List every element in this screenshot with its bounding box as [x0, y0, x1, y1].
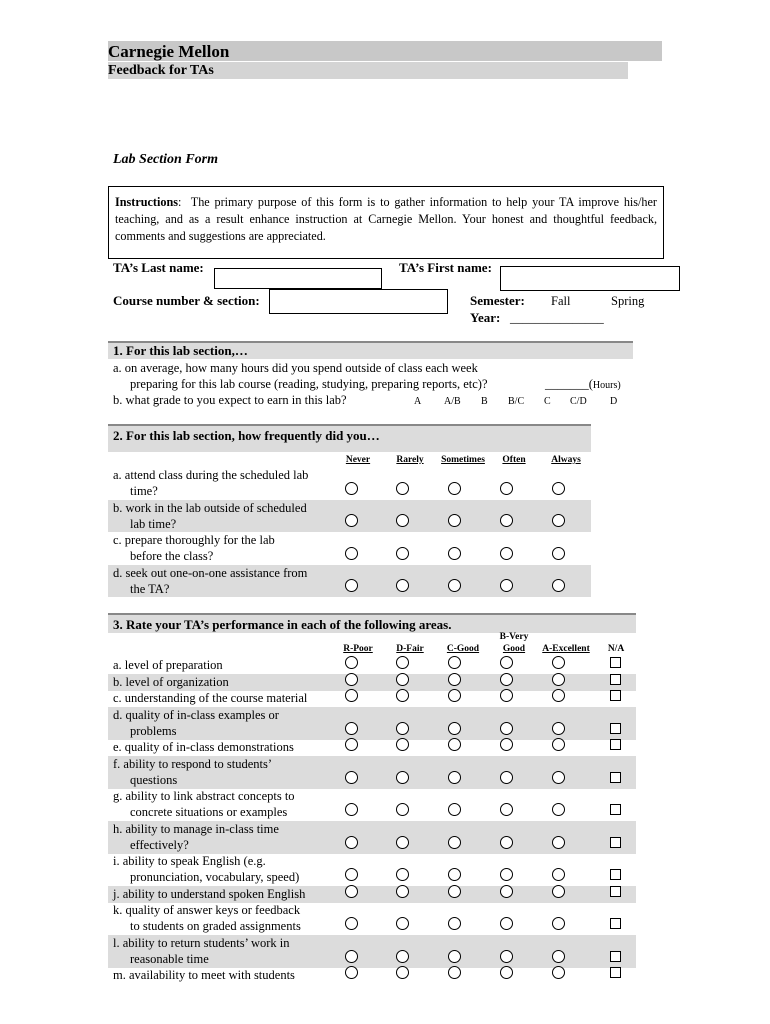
- item-label-cont: questions: [130, 773, 178, 787]
- rating-radio[interactable]: [448, 836, 461, 849]
- form-title: Lab Section Form: [113, 152, 219, 167]
- hours-label: Hours): [592, 380, 621, 391]
- rating-radio[interactable]: [345, 482, 358, 495]
- rating-radio[interactable]: [500, 547, 513, 560]
- rating-radio[interactable]: [500, 482, 513, 495]
- na-checkbox[interactable]: [610, 804, 621, 815]
- rating-radio[interactable]: [396, 950, 409, 963]
- rating-radio[interactable]: [345, 656, 358, 669]
- rating-radio[interactable]: [396, 579, 409, 592]
- item-label-cont: concrete situations or examples: [130, 805, 288, 819]
- rating-radio[interactable]: [448, 689, 461, 702]
- rating-radio[interactable]: [448, 966, 461, 979]
- rating-radio[interactable]: [500, 656, 513, 669]
- rating-radio[interactable]: [396, 547, 409, 560]
- ta-last-name-field[interactable]: [214, 268, 382, 289]
- item-label: e. quality of in-class demonstrations: [113, 740, 294, 754]
- section1-title: 1. For this lab section,…: [113, 343, 248, 358]
- item-label-cont: problems: [130, 724, 177, 738]
- na-checkbox[interactable]: [610, 837, 621, 848]
- rating-radio[interactable]: [448, 803, 461, 816]
- na-checkbox[interactable]: [610, 674, 621, 685]
- item-label: d. seek out one-on-one assistance from: [113, 566, 308, 580]
- s3-col-bgood: Good: [502, 644, 526, 654]
- rating-radio[interactable]: [448, 771, 461, 784]
- rating-radio[interactable]: [345, 547, 358, 560]
- na-checkbox[interactable]: [610, 918, 621, 929]
- na-checkbox[interactable]: [610, 723, 621, 734]
- rating-radio[interactable]: [500, 771, 513, 784]
- s2-col-sometimes: Sometimes: [441, 455, 485, 465]
- item-label-cont: effectively?: [130, 838, 189, 852]
- rating-radio[interactable]: [345, 885, 358, 898]
- grade-D[interactable]: D: [610, 396, 618, 407]
- rating-radio[interactable]: [552, 836, 565, 849]
- item-label-cont: before the class?: [130, 549, 214, 563]
- rating-radio[interactable]: [448, 885, 461, 898]
- rating-radio[interactable]: [396, 917, 409, 930]
- s3-col-rpoor: R-Poor: [343, 644, 373, 654]
- rating-radio[interactable]: [500, 738, 513, 751]
- na-checkbox[interactable]: [610, 739, 621, 750]
- item-label: c. prepare thoroughly for the lab: [113, 533, 275, 547]
- rating-radio[interactable]: [500, 514, 513, 527]
- rating-radio[interactable]: [345, 917, 358, 930]
- rating-radio[interactable]: [552, 966, 565, 979]
- item-label-cont: pronunciation, vocabulary, speed): [130, 870, 300, 884]
- s1-item-b: b. what grade to you expect to earn in this lab?: [113, 393, 347, 407]
- rating-radio[interactable]: [552, 514, 565, 527]
- rating-radio[interactable]: [552, 917, 565, 930]
- section2-title: 2. For this lab section, how frequently did you…: [113, 428, 380, 443]
- rating-radio[interactable]: [448, 547, 461, 560]
- year-label: Year: [470, 310, 496, 325]
- rating-radio[interactable]: [396, 966, 409, 979]
- rating-radio[interactable]: [396, 868, 409, 881]
- rating-radio[interactable]: [500, 836, 513, 849]
- rating-radio[interactable]: [345, 514, 358, 527]
- rating-radio[interactable]: [448, 917, 461, 930]
- s3-col-na: N/A: [607, 644, 625, 654]
- item-label-cont: to students on graded assignments: [130, 919, 301, 933]
- rating-radio[interactable]: [500, 722, 513, 735]
- rating-radio[interactable]: [396, 836, 409, 849]
- form-subtitle: Feedback for TAs: [108, 63, 214, 78]
- rating-radio[interactable]: [345, 738, 358, 751]
- rating-radio[interactable]: [500, 885, 513, 898]
- item-label: f. ability to respond to students’: [113, 757, 273, 771]
- na-checkbox[interactable]: [610, 690, 621, 701]
- semester-label-wrap: Semester:: [470, 293, 525, 308]
- rating-radio[interactable]: [396, 722, 409, 735]
- item-label: j. ability to understand spoken English: [113, 887, 306, 901]
- hours-field[interactable]: [545, 376, 621, 394]
- rating-radio[interactable]: [500, 579, 513, 592]
- rating-radio[interactable]: [500, 689, 513, 702]
- semester-label: Semester: [470, 293, 521, 308]
- rating-radio[interactable]: [500, 803, 513, 816]
- year-blank[interactable]: _______________: [510, 311, 604, 325]
- instructions-label: Instructions: [115, 195, 178, 209]
- rating-radio[interactable]: [396, 803, 409, 816]
- na-checkbox[interactable]: [610, 657, 621, 668]
- rating-radio[interactable]: [345, 689, 358, 702]
- rating-radio[interactable]: [396, 482, 409, 495]
- rating-radio[interactable]: [552, 885, 565, 898]
- item-label: g. ability to link abstract concepts to: [113, 789, 295, 803]
- s2-col-rarely: Rarely: [396, 455, 424, 465]
- rating-radio[interactable]: [500, 950, 513, 963]
- rating-radio[interactable]: [345, 950, 358, 963]
- na-checkbox[interactable]: [610, 951, 621, 962]
- item-label: m. availability to meet with students: [113, 968, 295, 982]
- item-label: k. quality of answer keys or feedback: [113, 903, 301, 917]
- rating-radio[interactable]: [552, 738, 565, 751]
- course-label: Course number & section:: [113, 293, 260, 308]
- s2-col-often: Often: [502, 455, 526, 465]
- s1-item-a-line2: preparing for this lab course (reading, studying, preparing reports, etc)?: [130, 377, 488, 391]
- semester-fall[interactable]: Fall: [551, 294, 571, 308]
- rating-radio[interactable]: [345, 579, 358, 592]
- instructions-text: The primary purpose of this form is to gather information to help your TA improve his/her teaching, and as a result enhance instruction at Carnegie Mellon. Your honest and thoughtful feedback, comments and suggestions are appreciated.: [115, 195, 657, 243]
- s2-col-never: Never: [345, 455, 371, 465]
- grade-A[interactable]: A: [414, 396, 422, 407]
- rating-radio[interactable]: [345, 771, 358, 784]
- s2-col-always: Always: [551, 455, 581, 465]
- ta-last-name-label: TA’s Last name:: [113, 260, 204, 275]
- item-label: b. level of organization: [113, 675, 229, 689]
- rating-radio[interactable]: [500, 673, 513, 686]
- year-label-wrap: Year:: [470, 310, 501, 325]
- rating-radio[interactable]: [448, 722, 461, 735]
- rating-radio[interactable]: [448, 482, 461, 495]
- s3-col-aexcellent: A-Excellent: [542, 644, 590, 654]
- course-field[interactable]: [269, 289, 448, 314]
- grade-CD[interactable]: C/D: [570, 396, 587, 407]
- rating-radio[interactable]: [396, 673, 409, 686]
- s3-col-bgood-top: B-Very: [499, 632, 529, 642]
- rating-radio[interactable]: [396, 738, 409, 751]
- item-label: c. understanding of the course material: [113, 691, 308, 705]
- rating-radio[interactable]: [448, 673, 461, 686]
- rating-radio[interactable]: [345, 722, 358, 735]
- rating-radio[interactable]: [396, 885, 409, 898]
- ta-first-name-label: TA’s First name:: [399, 260, 492, 275]
- rating-radio[interactable]: [500, 966, 513, 979]
- rating-radio[interactable]: [448, 868, 461, 881]
- section3-title: 3. Rate your TA’s performance in each of the following areas.: [113, 617, 452, 632]
- rating-radio[interactable]: [552, 950, 565, 963]
- rating-radio[interactable]: [396, 771, 409, 784]
- item-label-cont: lab time?: [130, 517, 177, 531]
- ta-first-name-field[interactable]: [500, 266, 680, 291]
- rating-radio[interactable]: [396, 656, 409, 669]
- item-label: a. level of preparation: [113, 658, 223, 672]
- rating-radio[interactable]: [448, 656, 461, 669]
- na-checkbox[interactable]: [610, 869, 621, 880]
- item-label-cont: time?: [130, 484, 158, 498]
- rating-radio[interactable]: [345, 966, 358, 979]
- rating-radio[interactable]: [552, 771, 565, 784]
- grade-BC[interactable]: B/C: [508, 396, 525, 407]
- rating-radio[interactable]: [448, 950, 461, 963]
- rating-radio[interactable]: [345, 836, 358, 849]
- rating-radio[interactable]: [448, 738, 461, 751]
- na-checkbox[interactable]: [610, 886, 621, 897]
- rating-radio[interactable]: [345, 803, 358, 816]
- grade-B[interactable]: B: [481, 396, 488, 407]
- item-label: i. ability to speak English (e.g.: [113, 854, 266, 868]
- rating-radio[interactable]: [552, 579, 565, 592]
- rating-radio[interactable]: [448, 579, 461, 592]
- rating-radio[interactable]: [552, 722, 565, 735]
- s3-col-cgood: C-Good: [446, 644, 480, 654]
- s1-item-a-line1: a. on average, how many hours did you spend outside of class each week: [113, 361, 478, 375]
- rating-radio[interactable]: [345, 868, 358, 881]
- rating-radio[interactable]: [500, 917, 513, 930]
- rating-radio[interactable]: [345, 673, 358, 686]
- rating-radio[interactable]: [552, 803, 565, 816]
- item-label: l. ability to return students’ work in: [113, 936, 290, 950]
- rating-radio[interactable]: [448, 514, 461, 527]
- s3-col-dfair: D-Fair: [396, 644, 424, 654]
- grade-C[interactable]: C: [544, 396, 551, 407]
- item-label: b. work in the lab outside of scheduled: [113, 501, 307, 515]
- semester-spring[interactable]: Spring: [611, 294, 645, 308]
- item-label: a. attend class during the scheduled lab: [113, 468, 309, 482]
- item-label-cont: reasonable time: [130, 952, 209, 966]
- rating-radio[interactable]: [552, 673, 565, 686]
- na-checkbox[interactable]: [610, 967, 621, 978]
- instructions-box: Instructions: The primary purpose of this form is to gather information to help your TA improve his/her teaching, and as a result enhance instruction at Carnegie Mellon. Your honest and thoughtful feedback, comments and suggestions are appreciated.: [108, 186, 664, 259]
- rating-radio[interactable]: [552, 482, 565, 495]
- rating-radio[interactable]: [552, 656, 565, 669]
- rating-radio[interactable]: [396, 689, 409, 702]
- item-label: h. ability to manage in-class time: [113, 822, 279, 836]
- rating-radio[interactable]: [552, 868, 565, 881]
- grade-AB[interactable]: A/B: [444, 396, 461, 407]
- org-title: Carnegie Mellon: [108, 42, 230, 61]
- hours-blank: _______(: [545, 377, 593, 391]
- item-label-cont: the TA?: [130, 582, 170, 596]
- rating-radio[interactable]: [552, 689, 565, 702]
- rating-radio[interactable]: [552, 547, 565, 560]
- na-checkbox[interactable]: [610, 772, 621, 783]
- rating-radio[interactable]: [396, 514, 409, 527]
- rating-radio[interactable]: [500, 868, 513, 881]
- item-label: d. quality of in-class examples or: [113, 708, 279, 722]
